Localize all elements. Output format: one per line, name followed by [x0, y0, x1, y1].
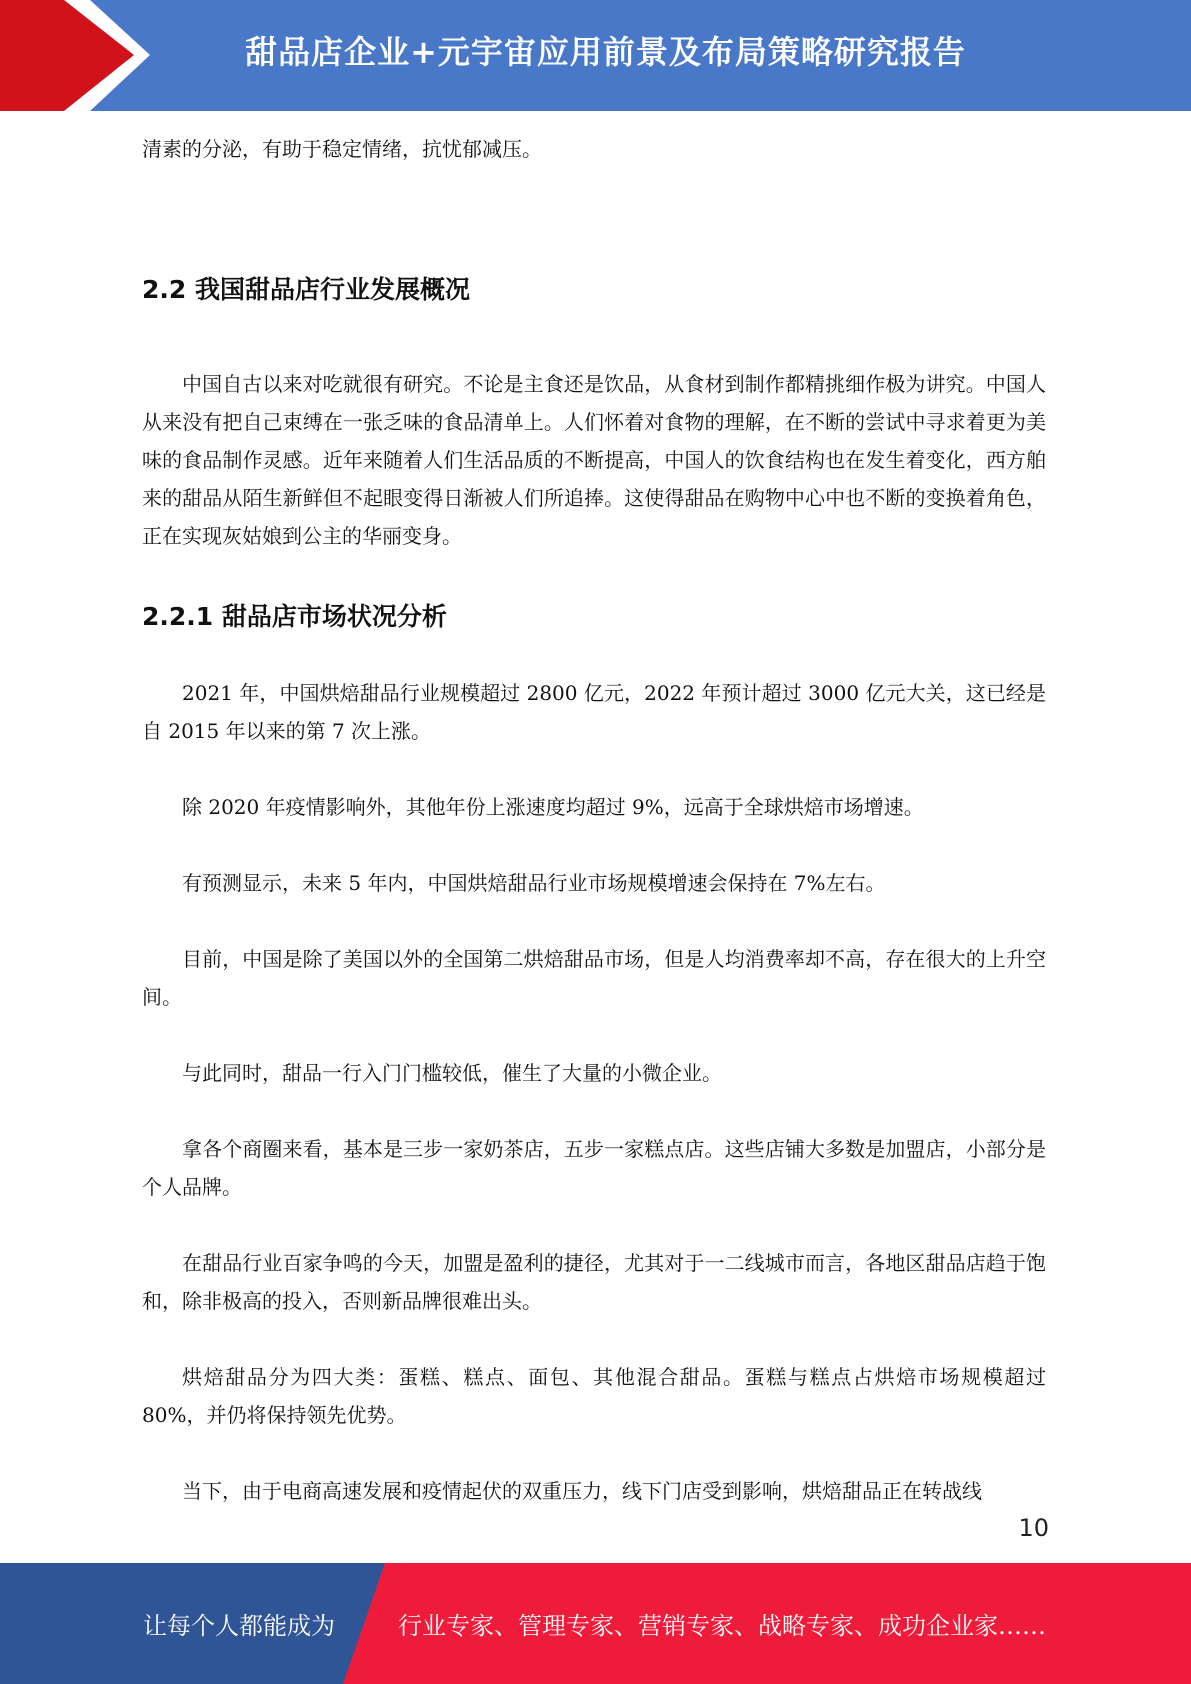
report-title: 甜品店企业+元宇宙应用前景及布局策略研究报告	[245, 33, 966, 71]
page-number: 10	[1018, 1514, 1049, 1542]
footer-slogan-left: 让每个人都能成为	[143, 1612, 335, 1640]
paragraph: 与此同时，甜品一行入门门槛较低，催生了大量的小微企业。	[182, 1061, 722, 1085]
paragraph: 除 2020 年疫情影响外，其他年份上涨速度均超过 9%，远高于全球烘焙市场增速。	[182, 795, 924, 819]
paragraph: 在甜品行业百家争鸣的今天，加盟是盈利的捷径，尤其对于一二线城市而言，各地区甜品店趋于饱和，除非极高的投入，否则新品牌很难出头。	[142, 1251, 1046, 1313]
paragraph: 烘焙甜品分为四大类：蛋糕、糕点、面包、其他混合甜品。蛋糕与糕点占烘焙市场规模超过 80%，并仍将保持领先优势。	[142, 1365, 1046, 1427]
section-2-2-paragraph: 中国自古以来对吃就很有研究。不论是主食还是饮品，从食材到制作都精挑细作极为讲究。中国人从来没有把自己束缚在一张乏味的食品清单上。人们怀着对食物的理解，在不断的尝试中寻求着更为美味的食品制作灵感。近年来随着人们生活品质的不断提高，中国人的饮食结构也在发生着变化，西方舶来的甜品从陌生新鲜但不起眼变得日渐被人们所追捧。这使得甜品在购物中心中也不断的变换着角色，正在实现灰姑娘到公主的华丽变身。	[142, 372, 1046, 548]
paragraph: 有预测显示，未来 5 年内，中国烘焙甜品行业市场规模增速会保持在 7%左右。	[182, 871, 886, 895]
page-footer	[0, 1563, 1191, 1684]
section-heading-2-2-1: 2.2.1 甜品店市场状况分析	[142, 602, 447, 631]
page-content	[142, 130, 1046, 1510]
paragraph: 目前，中国是除了美国以外的全国第二烘焙甜品市场，但是人均消费率却不高，存在很大的上升空间。	[142, 947, 1046, 1009]
footer-slogan-right: 行业专家、管理专家、营销专家、战略专家、成功企业家……	[398, 1612, 1046, 1640]
paragraph: 2021 年，中国烘焙甜品行业规模超过 2800 亿元，2022 年预计超过 3000 亿元大关，这已经是自 2015 年以来的第 7 次上涨。	[142, 681, 1046, 743]
paragraph: 拿各个商圈来看，基本是三步一家奶茶店，五步一家糕点店。这些店铺大多数是加盟店，小部分是个人品牌。	[142, 1137, 1046, 1199]
page-header	[0, 0, 1191, 111]
continued-paragraph: 清素的分泌，有助于稳定情绪，抗忧郁减压。	[142, 137, 542, 161]
section-heading-2-2: 2.2 我国甜品店行业发展概况	[142, 275, 470, 304]
paragraph: 当下，由于电商高速发展和疫情起伏的双重压力，线下门店受到影响，烘焙甜品正在转战线	[182, 1479, 982, 1503]
